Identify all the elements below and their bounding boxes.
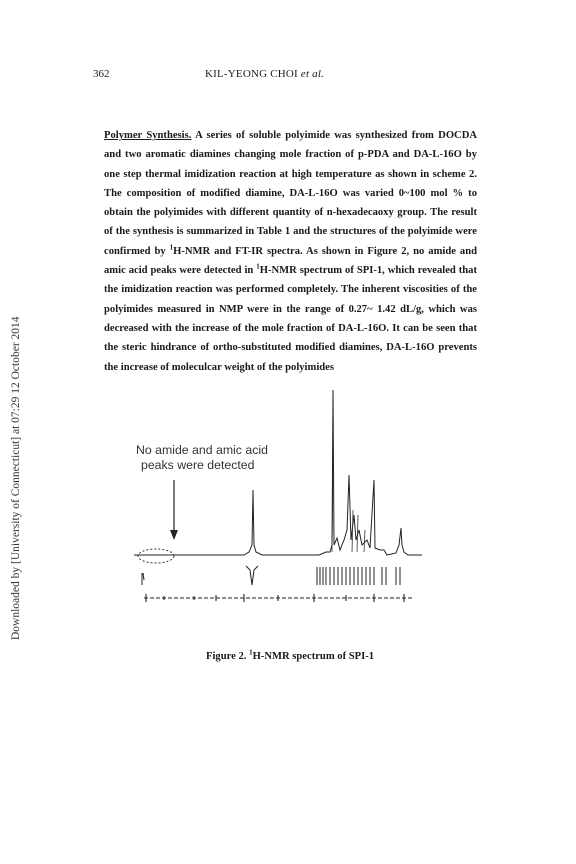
running-head-authors: KIL-YEONG CHOI — [205, 68, 298, 80]
nmr-figure — [104, 380, 424, 610]
section-lead: Polymer Synthesis. — [104, 130, 192, 141]
body-paragraph — [104, 126, 477, 377]
annotation-line-2: peaks were detected — [141, 458, 255, 472]
paragraph-part-2: H-NMR and FT-IR spectra. As shown in Figure 2, no amide and amic acid peaks were detected in — [104, 245, 477, 277]
ppm-axis-ticks — [146, 594, 404, 602]
running-head — [205, 68, 324, 80]
annotation-arrow-head — [170, 530, 178, 540]
figure-caption — [206, 648, 375, 662]
paragraph-part-3: H-NMR spectrum of SPI-1, which revealed that the imidization reaction was performed completely. The inherent viscosities of the polyimides measured in NMP were in the range of 0.27~ 1.42 dL/g, which was decreased with the increase of the mole fraction of DA-L-16O. It can be seen that the steric hindrance of ortho-substituted modified diamines, DA-L-16O prevents the increase of moleculcar weight of the polyimides — [104, 265, 477, 373]
paragraph-part-1: A series of soluble polyimide was synthesized from DOCDA and two aromatic diamines changing mole fraction of p-PDA and DA-L-16O by one step thermal imidization reaction at high temperature as shown in scheme 2. The composition of modified diamine, DA-L-16O was varied 0~100 mol % to obtain the polyimides with different quantity of n-hexadecaoxy group. The result of the synthesis is summarized in Table 1 and the structures of the polyimide were confirmed by — [104, 130, 478, 257]
caption-text: H-NMR spectrum of SPI-1 — [252, 651, 375, 662]
no-peak-ellipse — [138, 549, 174, 563]
figure-annotation — [136, 443, 268, 473]
nmr-spectrum — [104, 380, 424, 610]
superscript-1: 1 — [169, 243, 174, 252]
caption-superscript: 1 — [249, 648, 253, 657]
download-notice: Downloaded by [University of Connecticut] at 07:29 12 October 2014 — [10, 316, 22, 640]
superscript-2: 1 — [256, 262, 260, 271]
annotation-line-1: No amide and amic acid — [136, 443, 268, 457]
caption-prefix: Figure 2. — [206, 651, 250, 662]
page-number: 362 — [93, 68, 110, 80]
integral-marks — [142, 566, 400, 585]
running-head-etal: et al. — [300, 68, 325, 80]
